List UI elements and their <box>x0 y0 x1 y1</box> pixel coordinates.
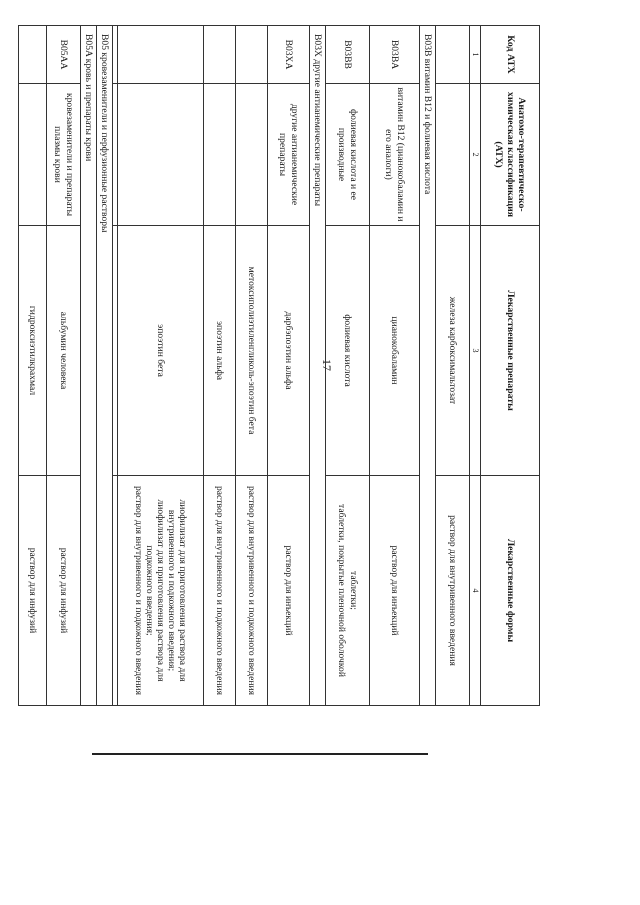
drug-form-line: лиофилизат для приготовления раствора для внутривенного и подкожного введения; <box>166 499 189 682</box>
drug-name: гидроксиэтилкрахмал <box>19 226 47 476</box>
table-row <box>370 26 420 706</box>
drug-name: метоксиполиэтиленгликоль-эпоэтин бета <box>236 226 268 476</box>
section-row <box>97 26 113 706</box>
header-drugs: Лекарственные препараты <box>481 226 540 476</box>
drug-form: раствор для внутривенного и подкожного введения <box>236 476 268 706</box>
drug-form: раствор для внутривенного и подкожного введения <box>204 476 236 706</box>
section-row <box>420 26 436 706</box>
section-row <box>81 26 97 706</box>
atx-classification: витамин B12 (цианокобаламин и его аналоги) <box>370 84 420 226</box>
table-row <box>118 26 204 706</box>
section-title: B05A кровь и препараты крови <box>81 26 97 706</box>
table-row <box>268 26 310 706</box>
table-row <box>436 26 470 706</box>
drug-form-line: раствор для внутривенного и подкожного введения <box>132 485 144 696</box>
col-number-2: 2 <box>470 84 481 226</box>
atx-code: B03BB <box>326 26 370 84</box>
drug-form: раствор для инфузий <box>47 476 81 706</box>
drug-form: раствор для внутривенного введения <box>436 476 470 706</box>
page-number: 17 <box>320 359 334 371</box>
col-number-3: 3 <box>470 226 481 476</box>
drug-name: эпоэтин бета <box>118 226 204 476</box>
drug-form <box>118 476 204 706</box>
table-row <box>326 26 370 706</box>
atx-classification: другие антианемические препараты <box>268 84 310 226</box>
table-header-row <box>481 26 540 706</box>
drug-form-line: лиофилизат для приготовления раствора для подкожного введения; <box>143 499 167 682</box>
table-row <box>236 26 268 706</box>
col-number-4: 4 <box>470 476 481 706</box>
section-title: B03X другие антианемические препараты <box>310 26 326 706</box>
drug-form: раствор для инфузий <box>19 476 47 706</box>
header-classification: Анатомо-терапевтическо-химическая классификация (АТХ) <box>481 84 540 226</box>
drug-name: альбумин человека <box>47 226 81 476</box>
header-code: Код АТХ <box>481 26 540 84</box>
bottom-rule <box>92 753 428 755</box>
section-row <box>310 26 326 706</box>
drug-name: эпоэтин альфа <box>204 226 236 476</box>
drug-form: раствор для инъекций <box>268 476 310 706</box>
atx-classification: фолиевая кислота и ее производные <box>326 84 370 226</box>
atx-code: B05AA <box>47 26 81 84</box>
spacer-row <box>113 26 118 706</box>
atx-code: B03BA <box>370 26 420 84</box>
rotated-page <box>27 25 540 705</box>
table-row <box>19 26 47 706</box>
atx-table <box>18 25 540 706</box>
drug-name: фолиевая кислота <box>326 226 370 476</box>
drug-name: дарбэпоэтин альфа <box>268 226 310 476</box>
table-row <box>47 26 81 706</box>
drug-form: раствор для инъекций <box>370 476 420 706</box>
column-number-row <box>470 26 481 706</box>
drug-name: цианокобаламин <box>370 226 420 476</box>
drug-form-line: таблетки, покрытые пленочной оболочкой <box>336 504 348 677</box>
col-number-1: 1 <box>470 26 481 84</box>
atx-classification: кровезаменители и препараты плазмы крови <box>47 84 81 226</box>
section-title: B03B витамин B12 и фолиевая кислота <box>420 26 436 706</box>
drug-form-line: таблетки; <box>347 571 359 610</box>
atx-code: B03XA <box>268 26 310 84</box>
drug-name: железа карбоксимальтозат <box>436 226 470 476</box>
table-row <box>204 26 236 706</box>
drug-form <box>326 476 370 706</box>
header-forms: Лекарственные формы <box>481 476 540 706</box>
section-title: B05 кровезаменители и перфузионные растворы <box>97 26 113 706</box>
